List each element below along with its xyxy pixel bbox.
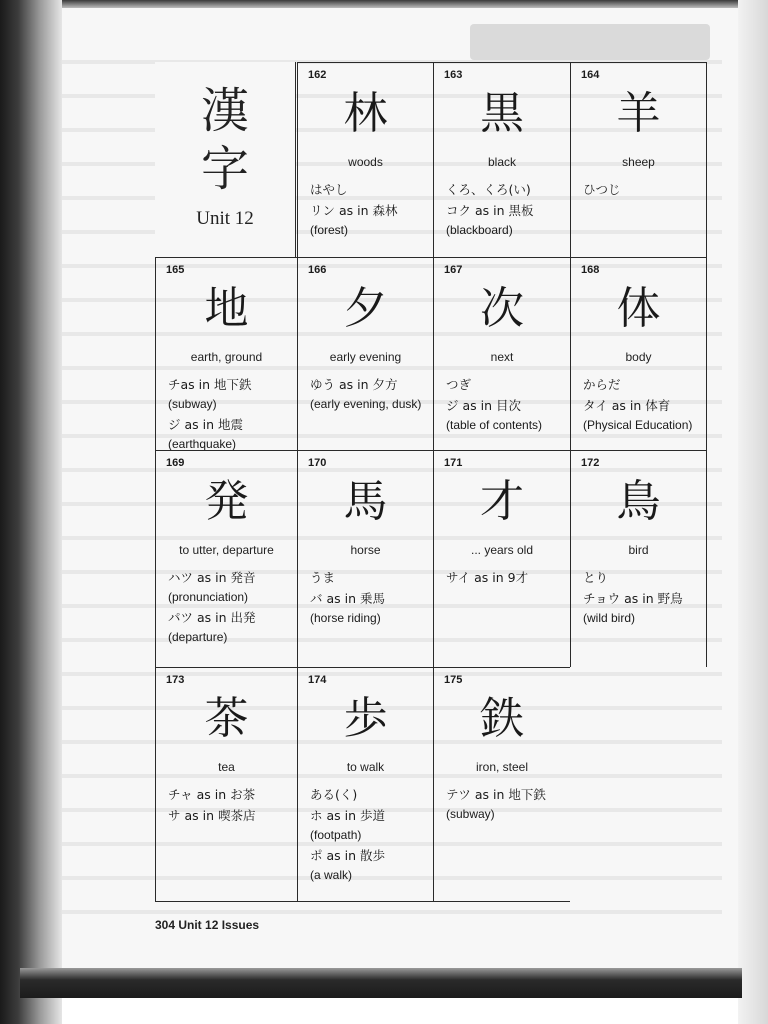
kanji-meaning: body	[625, 350, 652, 364]
reading-line: とり	[583, 570, 609, 585]
page-footer: 304 Unit 12 Issues	[155, 918, 260, 932]
kanji-readings	[583, 177, 702, 198]
reading-line: サ as in 喫茶店	[168, 808, 256, 823]
kanji-character: 鳥	[616, 476, 661, 527]
kanji-readings	[168, 782, 293, 824]
kanji-character: 発	[204, 476, 249, 527]
kanji-card	[297, 62, 433, 257]
kanji-number: 171	[444, 457, 463, 469]
reading-line: コク as in 黒板	[446, 203, 534, 218]
kanji-number: 164	[581, 69, 600, 81]
unit-label: Unit 12	[196, 208, 254, 229]
kanji-meaning: bird	[628, 543, 649, 557]
kanji-meaning: iron, steel	[475, 760, 529, 774]
kanji-character: 鉄	[480, 693, 524, 744]
reading-translation: (pronunciation)	[168, 590, 249, 604]
kanji-readings	[446, 372, 566, 433]
kanji-readings	[168, 372, 293, 452]
reading-line: ジ as in 地震	[168, 417, 243, 432]
kanji-character: 黒	[480, 88, 524, 139]
kanji-character: 次	[480, 283, 524, 334]
kanji-number: 175	[444, 674, 463, 686]
kanji-readings	[446, 782, 566, 822]
kanji-number: 174	[308, 674, 327, 686]
reading-translation: (horse riding)	[310, 611, 381, 625]
reading-translation: (table of contents)	[446, 418, 543, 432]
kanji-character: 羊	[616, 88, 661, 139]
reading-line: ポ as in 散歩	[310, 848, 385, 863]
kanji-card	[297, 450, 433, 667]
kanji-meaning: tea	[218, 760, 235, 774]
bleed-through-heading	[470, 24, 710, 60]
kanji-card	[155, 450, 297, 667]
kanji-meaning: earth, ground	[190, 350, 263, 364]
reading-line: くろ、くろ(い)	[446, 182, 531, 197]
kanji-card	[155, 667, 297, 902]
reading-line: からだ	[583, 377, 621, 392]
kanji-character: 地	[204, 283, 249, 334]
kanji-card	[433, 450, 570, 667]
reading-line: バ as in 乗馬	[310, 591, 385, 606]
reading-translation: (early evening, dusk)	[310, 397, 422, 411]
kanji-meaning: to walk	[346, 760, 385, 774]
reading-line: タイ as in 体育	[583, 398, 671, 413]
reading-line: はやし	[310, 182, 348, 197]
reading-line: ハツ as in 発音	[168, 570, 256, 585]
scan-edge-left	[0, 0, 62, 1024]
kanji-number: 166	[308, 264, 327, 276]
reading-translation: (footpath)	[310, 828, 362, 842]
reading-line: ある(く)	[310, 787, 358, 802]
reading-line: パツ as in 出発	[168, 610, 256, 625]
kanji-card	[433, 667, 570, 902]
kanji-readings	[446, 177, 566, 238]
reading-translation: (blackboard)	[446, 223, 513, 237]
reading-translation: (earthquake)	[168, 437, 237, 451]
kanji-number: 172	[581, 457, 600, 469]
kanji-card	[155, 257, 297, 450]
kanji-readings	[310, 372, 429, 412]
kanji-card	[297, 257, 433, 450]
kanji-card	[570, 62, 707, 257]
kanji-character: 茶	[204, 693, 249, 744]
scan-edge-right	[738, 0, 768, 1024]
kanji-character: 体	[616, 283, 661, 334]
kanji-readings	[310, 177, 429, 238]
kanji-meaning: woods	[348, 155, 383, 169]
kanji-meaning: ... years old	[470, 543, 534, 557]
reading-line: チャ as in お茶	[168, 787, 256, 802]
kanji-character: 才	[480, 476, 524, 527]
kanji-character: 夕	[343, 283, 388, 334]
kanji-meaning: early evening	[329, 350, 402, 364]
reading-line: ジ as in 目次	[446, 398, 521, 413]
kanji-card	[570, 257, 707, 450]
kanji-character: 歩	[343, 693, 388, 744]
kanji-number: 162	[308, 69, 327, 81]
kanji-number: 167	[444, 264, 463, 276]
reading-line: テツ as in 地下鉄	[446, 787, 546, 802]
kanji-number: 173	[166, 674, 185, 686]
kanji-readings	[168, 565, 293, 645]
reading-line: チas in 地下鉄	[168, 377, 252, 392]
reading-translation: (Physical Education)	[583, 418, 693, 432]
kanji-readings	[583, 372, 702, 433]
reading-line: つぎ	[446, 377, 472, 392]
kanji-meaning: to utter, departure	[179, 543, 274, 557]
kanji-readings	[310, 565, 429, 626]
reading-line: うま	[310, 570, 336, 585]
kanji-card	[433, 62, 570, 257]
kanji-character: 林	[343, 88, 388, 139]
kanji-readings	[583, 565, 702, 626]
kanji-number: 169	[166, 457, 185, 469]
reading-translation: (departure)	[168, 630, 228, 644]
kanji-character: 馬	[343, 476, 388, 527]
reading-line: ホ as in 歩道	[310, 808, 385, 823]
kanji-number: 170	[308, 457, 327, 469]
kanji-meaning: horse	[350, 543, 381, 557]
reading-line: ひつじ	[583, 182, 621, 197]
reading-line: サイ as in 9才	[446, 570, 529, 585]
scan-edge-bottom	[20, 968, 742, 998]
kanji-card	[570, 450, 707, 667]
reading-translation: (forest)	[310, 223, 349, 237]
reading-line: リン as in 森林	[310, 203, 398, 218]
kanji-card	[297, 667, 433, 902]
kanji-readings	[446, 565, 566, 586]
kanji-meaning: sheep	[622, 155, 655, 169]
reading-translation: (wild bird)	[583, 611, 636, 625]
kanji-meaning: next	[490, 350, 514, 364]
kanji-number: 165	[166, 264, 185, 276]
reading-translation: (subway)	[446, 807, 495, 821]
kanji-readings	[310, 782, 429, 883]
unit-kanji-title: 漢字	[200, 83, 249, 197]
kanji-number: 163	[444, 69, 463, 81]
kanji-number: 168	[581, 264, 600, 276]
kanji-card	[433, 257, 570, 450]
kanji-meaning: black	[487, 155, 516, 169]
reading-line: ゆう as in 夕方	[310, 377, 398, 392]
reading-line: チョウ as in 野鳥	[583, 591, 683, 606]
reading-translation: (subway)	[168, 397, 217, 411]
reading-translation: (a walk)	[310, 868, 353, 882]
